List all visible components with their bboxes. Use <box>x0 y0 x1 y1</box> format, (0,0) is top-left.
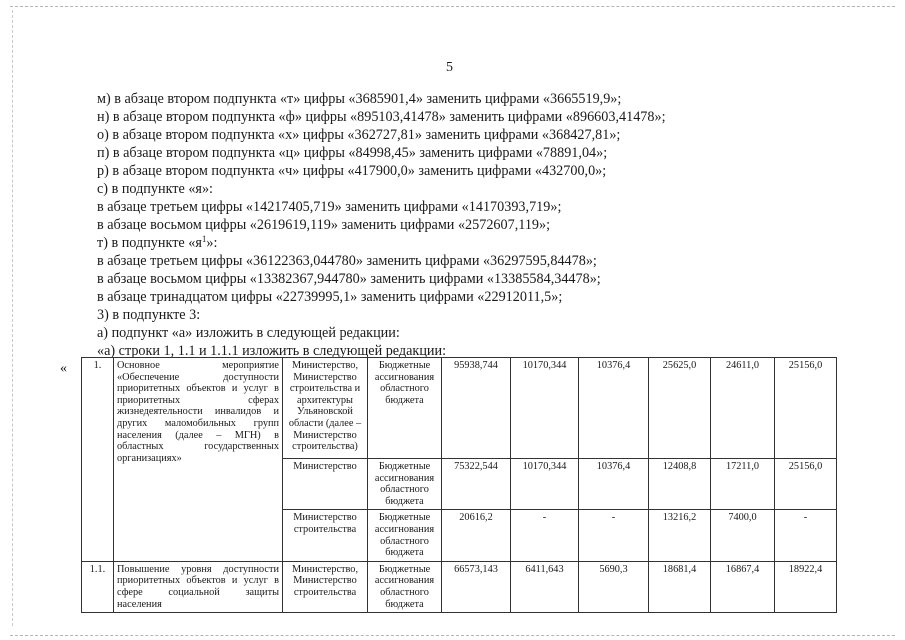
year-cell: 10376,4 <box>579 358 649 459</box>
year-cell: 16867,4 <box>711 561 775 612</box>
total-cell: 20616,2 <box>442 510 511 561</box>
open-quote: « <box>60 361 67 376</box>
year-cell: 7400,0 <box>711 510 775 561</box>
measure-name: Основное мероприятие «Обеспечение доступности приоритетных объектов и услуг в приоритетных сферах жизнедеятельности инвалидов и других маломобильных групп населения (далее – МГН) в областных государственных организациях» <box>114 358 283 562</box>
line-s: с) в подпункте «я»: <box>97 181 213 197</box>
year-cell: 24611,0 <box>711 358 775 459</box>
line-3a: а) подпункт «а» изложить в следующей редакции: <box>97 325 400 341</box>
measure-name: Повышение уровня доступности приоритетных объектов и услуг в сфере социальной защиты населения <box>114 561 283 612</box>
line-t-para3: в абзаце третьем цифры «36122363,044780» заменить цифрами «36297595,84478»; <box>97 253 597 269</box>
year-cell: 17211,0 <box>711 459 775 510</box>
line-t-tail: »: <box>206 235 218 251</box>
year-cell: 12408,8 <box>649 459 711 510</box>
executor-cell: Министерство строительства <box>283 510 368 561</box>
line-t-text: т) в подпункте «я <box>97 235 202 251</box>
year-cell: 25156,0 <box>775 459 837 510</box>
total-cell: 95938,744 <box>442 358 511 459</box>
year-cell: 25625,0 <box>649 358 711 459</box>
line-p: п) в абзаце втором подпункта «ц» цифры «84998,45» заменить цифрами «78891,04»; <box>97 145 608 161</box>
year-cell: 18681,4 <box>649 561 711 612</box>
funding-source-cell: Бюджетные ассигнования областного бюджета <box>368 358 442 459</box>
table-row <box>82 358 837 459</box>
executor-cell: Министерство <box>283 459 368 510</box>
scan-border-bottom <box>10 635 895 636</box>
line-o: о) в абзаце втором подпункта «х» цифры «362727,81» заменить цифрами «368427,81»; <box>97 127 621 143</box>
line-t-superscript: 1 <box>201 234 207 244</box>
year-cell: 10170,344 <box>511 459 579 510</box>
line-r: р) в абзаце втором подпункта «ч» цифры «417900,0» заменить цифрами «432700,0»; <box>97 163 607 179</box>
line-t <box>97 234 887 252</box>
line-s-para8: в абзаце восьмом цифры «2619619,119» заменить цифрами «2572607,119»; <box>97 217 551 233</box>
total-cell: 75322,544 <box>442 459 511 510</box>
executor-cell: Министерство, Министерство строительства <box>283 561 368 612</box>
budget-table <box>81 357 837 613</box>
year-cell: - <box>775 510 837 561</box>
year-cell: 25156,0 <box>775 358 837 459</box>
funding-source-cell: Бюджетные ассигнования областного бюджета <box>368 561 442 612</box>
page-number: 5 <box>446 60 453 75</box>
year-cell: - <box>579 510 649 561</box>
funding-source-cell: Бюджетные ассигнования областного бюджета <box>368 459 442 510</box>
year-cell: 5690,3 <box>579 561 649 612</box>
table-row <box>82 561 837 612</box>
executor-cell: Министерство, Министерство строительства и архитектуры Ульяновской области (далее – Министерство строительства) <box>283 358 368 459</box>
line-3: 3) в подпункте 3: <box>97 307 201 323</box>
row-number: 1.1. <box>82 561 114 612</box>
year-cell: 6411,643 <box>511 561 579 612</box>
year-cell: 18922,4 <box>775 561 837 612</box>
total-cell: 66573,143 <box>442 561 511 612</box>
line-n: н) в абзаце втором подпункта «ф» цифры «895103,41478» заменить цифрами «896603,41478»; <box>97 109 666 125</box>
year-cell: - <box>511 510 579 561</box>
scan-border-left <box>12 10 13 626</box>
year-cell: 10376,4 <box>579 459 649 510</box>
funding-source-cell: Бюджетные ассигнования областного бюджета <box>368 510 442 561</box>
amendment-text <box>97 90 887 360</box>
scan-border-top <box>10 6 895 7</box>
year-cell: 10170,344 <box>511 358 579 459</box>
year-cell: 13216,2 <box>649 510 711 561</box>
line-s-para3: в абзаце третьем цифры «14217405,719» заменить цифрами «14170393,719»; <box>97 199 562 215</box>
line-t-para13: в абзаце тринадцатом цифры «22739995,1» заменить цифрами «22912011,5»; <box>97 289 563 305</box>
line-t-para8: в абзаце восьмом цифры «13382367,944780» заменить цифрами «13385584,34478»; <box>97 271 601 287</box>
line-3a-rows: «а) строки 1, 1.1 и 1.1.1 изложить в следующей редакции: <box>97 343 447 359</box>
row-number: 1. <box>82 358 114 562</box>
line-m: м) в абзаце втором подпункта «т» цифры «3685901,4» заменить цифрами «3665519,9»; <box>97 91 622 107</box>
